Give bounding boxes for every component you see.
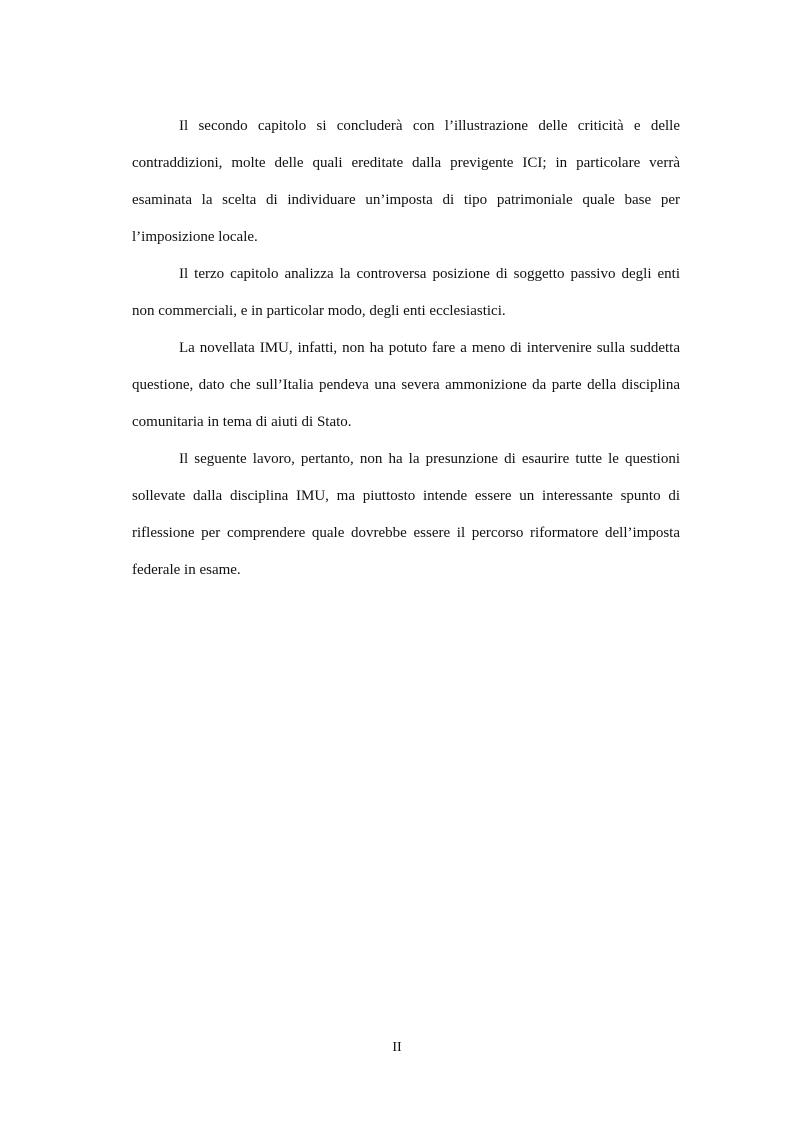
paragraph-1: Il secondo capitolo si concluderà con l’illustrazione delle criticità e delle contraddizioni, molte delle quali ereditate dalla previgente ICI; in particolare verrà esaminata la scelta di individuare un’imposta di tipo patrimoniale quale base per l’imposizione locale. [132,118,680,245]
paragraph-2: Il terzo capitolo analizza la controversa posizione di soggetto passivo degli enti non commerciali, e in particolar modo, degli enti ecclesiastici. [132,266,680,319]
page-number: II [392,1040,402,1055]
paragraph-3: La novellata IMU, infatti, non ha potuto fare a meno di intervenire sulla suddetta questione, dato che sull’Italia pendeva una severa ammonizione da parte della disciplina comunitaria in tema di aiuti di Stato. [132,340,680,430]
paragraph-4: Il seguente lavoro, pertanto, non ha la presunzione di esaurire tutte le questioni sollevate dalla disciplina IMU, ma piuttosto intende essere un interessante spunto di riflessione per comprendere quale dovrebbe essere il percorso riformatore dell’imposta federale in esame. [132,451,680,578]
body-text [132,108,680,589]
